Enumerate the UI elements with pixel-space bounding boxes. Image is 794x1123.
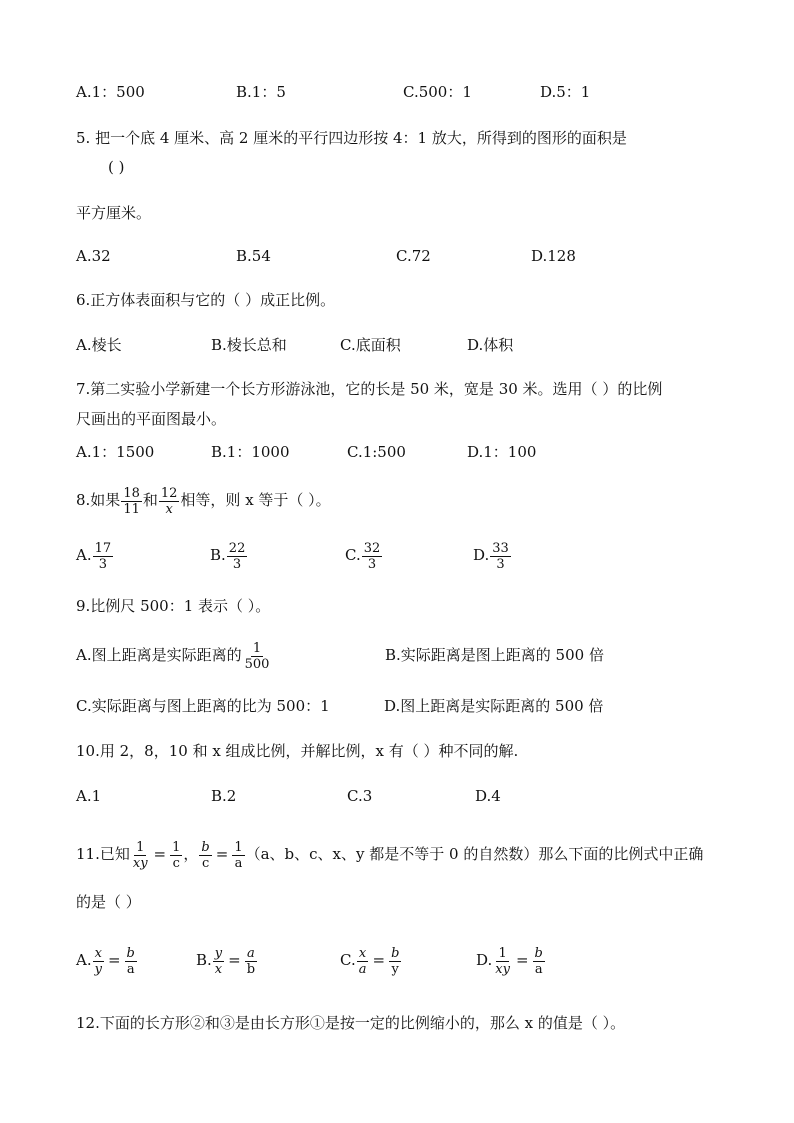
q7-option-c: C.1:500 <box>347 443 406 461</box>
q8-option-b: B. $\frac{22}{3}$ <box>210 540 246 572</box>
q4-option-a: A.1：500 <box>76 83 145 101</box>
q7-option-d: D.1：100 <box>467 443 537 461</box>
q5-option-a: A.32 <box>76 247 111 265</box>
q6-option-b: B.棱长总和 <box>211 336 287 354</box>
q6-option-d: D.体积 <box>467 336 514 354</box>
q7-stem-line1: 7.第二实验小学新建一个长方形游泳池，它的长是 50 米，宽是 30 米。选用（ ）的比例 <box>76 380 663 398</box>
q10-option-b: B.2 <box>211 787 237 805</box>
q4-option-b: B.1：5 <box>236 83 286 101</box>
q9-option-d: D.图上距离是实际距离的 500 倍 <box>384 697 604 715</box>
q4-option-c: C.500：1 <box>403 83 472 101</box>
q9-option-c: C.实际距离与图上距离的比为 500：1 <box>76 697 330 715</box>
q11-option-c: C. $\frac{x}{a}$ = $\frac{b}{y}$ <box>340 945 400 977</box>
q4-option-d: D.5：1 <box>540 83 591 101</box>
q11-eq1-right: $\frac{1}{c}$ <box>172 839 181 871</box>
q7-stem-line2: 尺画出的平面图最小。 <box>76 410 227 428</box>
q8-option-d-fraction: $\frac{33}{3}$ <box>492 540 509 572</box>
q5-option-b: B.54 <box>236 247 271 265</box>
q7-option-b: B.1：1000 <box>211 443 290 461</box>
q8-fraction-2: $\frac{12}{x}$ <box>160 485 178 517</box>
q6-option-a: A.棱长 <box>76 336 122 354</box>
q11-stem-line2: 的是（ ） <box>76 893 141 911</box>
q5-blank: ( ) <box>108 158 125 176</box>
q10-option-c: C.3 <box>347 787 373 805</box>
q8-fraction-1: $\frac{18}{11}$ <box>123 485 140 517</box>
q9-option-a: A.图上距离是实际距离的 $\frac{1}{500}$ <box>76 640 270 672</box>
q8-option-a-fraction: $\frac{17}{3}$ <box>94 540 112 572</box>
q11-eq2-left: $\frac{b}{c}$ <box>201 839 210 871</box>
q5-option-c: C.72 <box>396 247 431 265</box>
q5-stem: 5. 把一个底 4 厘米、高 2 厘米的平行四边形按 4：1 放大，所得到的图形的面积是 <box>76 129 627 147</box>
q9-stem: 9.比例尺 500：1 表示（ ）。 <box>76 597 271 615</box>
q8-option-b-fraction: $\frac{22}{3}$ <box>228 540 246 572</box>
q5-unit: 平方厘米。 <box>76 204 152 222</box>
q11-option-b: B. $\frac{y}{x}$ = $\frac{a}{b}$ <box>196 945 256 977</box>
q8-option-a: A. $\frac{17}{3}$ <box>76 540 112 572</box>
q8-stem-pre: 8.如果 <box>76 491 121 509</box>
q6-stem: 6.正方体表面积与它的（ ）成正比例。 <box>76 291 336 309</box>
q8-stem <box>76 482 331 518</box>
q11-stem: 11.已知 $\frac{1}{xy}$ = $\frac{1}{c}$ ， $\frac{b}{c}$ = $\frac{1}{a}$ （a、b、c、x、y 都是不等于 0 的自然数）那么下面的比例式中正确 <box>76 839 704 871</box>
q9-option-b: B.实际距离是图上距离的 500 倍 <box>385 646 604 664</box>
q5-option-d: D.128 <box>531 247 576 265</box>
q8-option-c: C. $\frac{32}{3}$ <box>345 540 381 572</box>
q7-option-a: A.1：1500 <box>76 443 155 461</box>
q12-stem: 12.下面的长方形②和③是由长方形①是按一定的比例缩小的，那么 x 的值是（ ）。 <box>76 1014 626 1032</box>
q10-option-d: D.4 <box>475 787 501 805</box>
q11-eq2-right: $\frac{1}{a}$ <box>234 839 243 871</box>
q9-option-a-fraction: $\frac{1}{500}$ <box>244 640 270 672</box>
q11-option-a: A. $\frac{x}{y}$ = $\frac{b}{a}$ <box>76 945 135 977</box>
q8-stem-mid: 和 <box>142 491 158 509</box>
q8-option-c-fraction: $\frac{32}{3}$ <box>363 540 381 572</box>
q10-stem: 10.用 2，8，10 和 x 组成比例，并解比例，x 有（ ）种不同的解. <box>76 742 519 760</box>
q11-eq1-left: $\frac{1}{xy}$ <box>132 839 148 871</box>
q6-option-c: C.底面积 <box>340 336 401 354</box>
q8-stem-post: 相等，则 x 等于（ ）。 <box>180 491 331 509</box>
q10-option-a: A.1 <box>76 787 102 805</box>
q11-option-d: D. $\frac{1}{xy}$ = $\frac{b}{a}$ <box>476 945 543 977</box>
q8-option-d: D. $\frac{33}{3}$ <box>473 540 509 572</box>
